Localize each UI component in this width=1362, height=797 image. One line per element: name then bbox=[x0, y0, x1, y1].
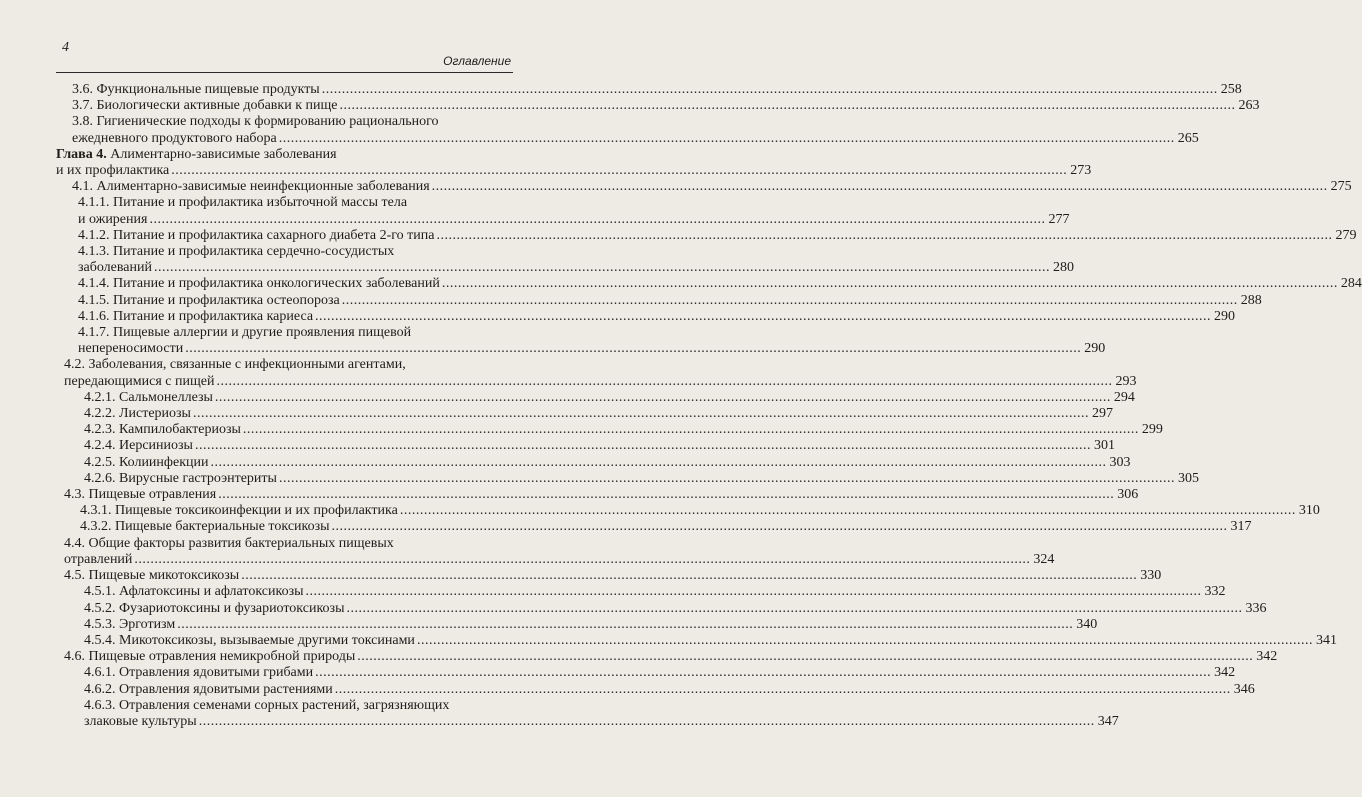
toc-entry bbox=[56, 665, 1236, 681]
toc-entry-title: 4.3.2. Пищевые бактериальные токсикозы bbox=[80, 519, 330, 535]
toc-entry-leader-line bbox=[84, 389, 1135, 406]
toc-entry-title: 4.6. Пищевые отравления немикробной природы bbox=[64, 649, 356, 665]
dot-leader bbox=[177, 617, 1073, 633]
toc-page-number: 290 bbox=[1214, 308, 1236, 324]
toc-entry bbox=[56, 406, 1113, 422]
toc-page-number: 299 bbox=[1141, 422, 1163, 438]
toc-page-number: 288 bbox=[1240, 292, 1262, 308]
toc-entry bbox=[56, 584, 1226, 600]
dot-leader bbox=[436, 228, 1332, 244]
dot-leader bbox=[400, 503, 1296, 519]
dot-leader bbox=[322, 82, 1218, 98]
toc-entry-title-text: 3.8. Гигиенические подходы к формированию рационального bbox=[72, 114, 439, 130]
toc-entry-title: 4.2.3. Кампилобактериозы bbox=[84, 422, 241, 438]
toc-page-number: 284 bbox=[1340, 276, 1362, 292]
toc-entry-title: и их профилактика bbox=[56, 163, 170, 179]
toc-entry-leader-line bbox=[84, 681, 1255, 698]
toc-entry-leader-line bbox=[78, 276, 1362, 292]
toc-entry bbox=[56, 276, 1362, 292]
toc-entry-title: 4.1.6. Питание и профилактика кариеса bbox=[78, 308, 314, 324]
toc-entry-title-text: 4.1.1. Питание и профилактика избыточной массы тела bbox=[78, 195, 408, 211]
toc-entry-leader-line bbox=[84, 584, 1226, 600]
toc-entry-leader-line bbox=[84, 665, 1236, 681]
dot-leader bbox=[134, 552, 1030, 568]
toc-entry bbox=[56, 82, 1242, 98]
toc-entry-title-text: 4.4. Общие факторы развития бактериальных пищевых bbox=[64, 535, 394, 551]
toc-entry-leader-line bbox=[56, 163, 1092, 179]
toc-entry-title: 4.5. Пищевые микотоксикозы bbox=[64, 568, 240, 584]
dot-leader bbox=[195, 438, 1091, 454]
dot-leader bbox=[315, 309, 1211, 325]
toc-entry-leader-line bbox=[80, 503, 1320, 519]
toc-page-number: 332 bbox=[1204, 584, 1226, 600]
toc-entry-title: непереносимости bbox=[78, 341, 184, 357]
dot-leader bbox=[442, 276, 1338, 292]
toc-entry bbox=[56, 438, 1115, 454]
toc-entry-leader-line bbox=[84, 616, 1098, 633]
toc-chapter-entry bbox=[56, 146, 1092, 179]
toc-entry-leader-line bbox=[80, 519, 1252, 535]
dot-leader bbox=[432, 179, 1328, 195]
dot-leader bbox=[217, 374, 1113, 390]
toc-entry-title: 4.1. Алиментарно-зависимые неинфекционные заболевания bbox=[72, 179, 430, 195]
toc-entry bbox=[56, 422, 1163, 438]
toc-entry-title: 4.5.4. Микотоксикозы, вызываемые другими токсинами bbox=[84, 632, 415, 648]
toc-entry bbox=[56, 114, 1199, 146]
toc-entry-title: 3.7. Биологически активные добавки к пище bbox=[72, 98, 338, 114]
toc-entry-title: 4.6.1. Отравления ядовитыми грибами bbox=[84, 665, 314, 681]
toc-entry bbox=[56, 568, 1162, 584]
toc-entry-leader-line bbox=[64, 649, 1278, 665]
toc-entry-title-line bbox=[78, 325, 498, 341]
toc-entry bbox=[56, 616, 1098, 633]
toc-page-number: 301 bbox=[1093, 438, 1115, 454]
toc-entry-title-line bbox=[84, 698, 498, 714]
toc-entry-title: отравлений bbox=[64, 551, 133, 567]
toc-page-number: 279 bbox=[1335, 227, 1357, 243]
toc-entry-title: 4.5.2. Фузариотоксины и фузариотоксикозы bbox=[84, 600, 345, 616]
toc-entry-title: 4.5.1. Афлатоксины и афлатоксикозы bbox=[84, 584, 304, 600]
toc-entry bbox=[56, 535, 1055, 568]
toc-entry-title: ежедневного продуктового набора bbox=[72, 130, 277, 146]
toc-entry bbox=[56, 244, 1074, 276]
toc-entry-title: 4.2.5. Колиинфекции bbox=[84, 454, 209, 470]
toc-page-number: 275 bbox=[1330, 179, 1352, 195]
toc-entry-title: и ожирения bbox=[78, 211, 148, 227]
toc-entry-title: 4.2.1. Сальмонеллезы bbox=[84, 389, 213, 405]
dot-leader bbox=[306, 584, 1202, 600]
toc-entry-title: 3.6. Функциональные пищевые продукты bbox=[72, 82, 320, 97]
toc-entry bbox=[56, 697, 1119, 730]
toc-entry-leader-line bbox=[78, 227, 1357, 244]
toc-entry-title: злаковые культуры bbox=[84, 713, 197, 729]
toc-entry-leader-line bbox=[84, 438, 1115, 454]
toc-entry bbox=[56, 195, 1070, 227]
toc-entry-title-text: 4.2. Заболевания, связанные с инфекционными агентами, bbox=[64, 357, 406, 373]
toc-page-number: 330 bbox=[1140, 568, 1162, 584]
toc-entry-leader-line bbox=[72, 179, 1352, 195]
toc-page-number: 306 bbox=[1117, 487, 1139, 503]
toc-page-number: 303 bbox=[1109, 454, 1131, 470]
toc-entry bbox=[56, 519, 1252, 535]
toc-entry bbox=[56, 470, 1199, 487]
toc-entry-leader-line bbox=[78, 211, 1070, 228]
toc-page-number: 317 bbox=[1230, 519, 1252, 535]
toc-entry bbox=[56, 292, 1262, 309]
toc-entry-leader-line bbox=[64, 373, 1137, 390]
dot-leader bbox=[357, 649, 1253, 665]
toc-entry-title-line bbox=[72, 114, 498, 130]
toc-entry-leader-line bbox=[78, 341, 1106, 357]
dot-leader bbox=[315, 665, 1211, 681]
toc-entry-leader-line bbox=[64, 551, 1055, 568]
toc-entry-title: 4.1.2. Питание и профилактика сахарного диабета 2-го типа bbox=[78, 227, 435, 243]
toc-entry-title: 4.1.4. Питание и профилактика онкологических заболеваний bbox=[78, 276, 440, 292]
dot-leader bbox=[193, 406, 1089, 422]
dot-leader bbox=[199, 714, 1095, 730]
toc-entry-leader-line bbox=[84, 600, 1267, 617]
toc-entry-title-line bbox=[64, 536, 498, 552]
toc-entry bbox=[56, 454, 1131, 471]
toc-entry-leader-line bbox=[78, 308, 1236, 325]
toc-page-number: 341 bbox=[1315, 632, 1337, 648]
toc-entry-leader-line bbox=[84, 454, 1131, 471]
chapter-label: Глава 4. bbox=[56, 146, 107, 162]
toc-entry-title-line bbox=[78, 244, 498, 260]
toc-entry-leader-line bbox=[84, 713, 1119, 730]
toc-entry-title: 4.3. Пищевые отравления bbox=[64, 487, 217, 503]
toc-entry-title: 4.3.1. Пищевые токсикоинфекции и их профилактика bbox=[80, 503, 398, 519]
toc-entry bbox=[56, 357, 1137, 389]
page-number: 4 bbox=[62, 40, 69, 55]
dot-leader bbox=[218, 487, 1114, 503]
toc-entry-leader-line bbox=[64, 487, 1139, 503]
table-of-contents bbox=[56, 82, 1362, 730]
dot-leader bbox=[185, 341, 1081, 357]
toc-entry bbox=[56, 179, 1352, 195]
toc-entry-title: передающимися с пищей bbox=[64, 373, 215, 389]
toc-entry bbox=[56, 649, 1278, 665]
toc-entry-leader-line bbox=[84, 632, 1337, 649]
toc-entry-leader-line bbox=[64, 568, 1162, 584]
dot-leader bbox=[347, 601, 1243, 617]
toc-page-number: 336 bbox=[1245, 600, 1267, 616]
toc-entry bbox=[56, 308, 1236, 325]
toc-entry-leader-line bbox=[72, 130, 1199, 147]
toc-entry-leader-line bbox=[72, 82, 1242, 98]
toc-entry-leader-line bbox=[84, 406, 1113, 422]
toc-entry-title-text: Алиментарно-зависимые заболевания bbox=[110, 146, 337, 162]
dot-leader bbox=[154, 260, 1050, 276]
toc-entry-title: 4.2.4. Иерсиниозы bbox=[84, 438, 193, 454]
toc-page-number: 290 bbox=[1084, 341, 1106, 357]
toc-page-number: 310 bbox=[1298, 503, 1320, 519]
toc-entry bbox=[56, 389, 1135, 406]
dot-leader bbox=[215, 390, 1111, 406]
toc-entry-title-text: 4.6.3. Отравления семенами сорных растений, загрязняющих bbox=[84, 697, 450, 713]
toc-entry-leader-line bbox=[84, 470, 1199, 487]
toc-page-number: 265 bbox=[1177, 130, 1199, 146]
dot-leader bbox=[335, 682, 1231, 698]
toc-page-number: 280 bbox=[1053, 260, 1074, 276]
toc-entry-title: заболеваний bbox=[78, 260, 152, 276]
toc-entry-title-text: 4.1.7. Пищевые аллергии и другие проявления пищевой bbox=[78, 325, 412, 341]
toc-page-number: 263 bbox=[1238, 98, 1260, 114]
toc-entry bbox=[56, 681, 1255, 698]
header-rule bbox=[56, 72, 513, 73]
toc-page-number: 294 bbox=[1113, 389, 1135, 405]
toc-page-number: 342 bbox=[1214, 665, 1236, 681]
toc-page-number: 342 bbox=[1256, 649, 1278, 665]
toc-entry-leader-line bbox=[72, 98, 1260, 114]
toc-page-number: 346 bbox=[1233, 681, 1255, 697]
dot-leader bbox=[279, 131, 1175, 147]
toc-entry-title: 4.2.6. Вирусные гастроэнтериты bbox=[84, 470, 277, 486]
toc-entry-title-text: 4.1.3. Питание и профилактика сердечно-сосудистых bbox=[78, 244, 395, 260]
toc-entry bbox=[56, 325, 1106, 357]
toc-page-number: 340 bbox=[1076, 616, 1098, 632]
toc-entry-title-line bbox=[78, 195, 498, 211]
toc-entry bbox=[56, 98, 1260, 114]
dot-leader bbox=[171, 163, 1067, 179]
dot-leader bbox=[340, 98, 1236, 114]
dot-leader bbox=[243, 422, 1139, 438]
toc-entry bbox=[56, 487, 1139, 503]
toc-page-number: 305 bbox=[1177, 470, 1199, 486]
dot-leader bbox=[279, 471, 1175, 487]
dot-leader bbox=[241, 568, 1137, 584]
toc-entry-leader-line bbox=[84, 422, 1163, 438]
toc-entry-leader-line bbox=[78, 292, 1262, 309]
toc-page-number: 258 bbox=[1220, 82, 1242, 97]
toc-entry-leader-line bbox=[78, 260, 1074, 276]
toc-entry bbox=[56, 503, 1320, 519]
dot-leader bbox=[342, 293, 1238, 309]
toc-page-number: 347 bbox=[1097, 713, 1119, 729]
toc-entry bbox=[56, 227, 1357, 244]
dot-leader bbox=[417, 633, 1313, 649]
toc-page-number: 297 bbox=[1091, 406, 1113, 422]
toc-entry-title-line bbox=[56, 147, 498, 163]
toc-entry bbox=[56, 632, 1337, 649]
dot-leader bbox=[332, 519, 1228, 535]
running-head: Оглавление bbox=[443, 54, 511, 68]
toc-entry-title: 4.1.5. Питание и профилактика остеопороза bbox=[78, 292, 340, 308]
toc-page-number: 293 bbox=[1115, 373, 1137, 389]
dot-leader bbox=[149, 212, 1045, 228]
dot-leader bbox=[210, 455, 1106, 471]
toc-entry bbox=[56, 600, 1267, 617]
toc-entry-title: 4.2.2. Листериозы bbox=[84, 406, 191, 422]
toc-entry-title: 4.6.2. Отравления ядовитыми растениями bbox=[84, 681, 333, 697]
toc-entry-title-line bbox=[64, 357, 498, 373]
toc-page-number: 273 bbox=[1070, 163, 1092, 179]
toc-entry-title: 4.5.3. Эрготизм bbox=[84, 616, 176, 632]
toc-page-number: 277 bbox=[1048, 211, 1070, 227]
toc-page-number: 324 bbox=[1033, 551, 1055, 567]
